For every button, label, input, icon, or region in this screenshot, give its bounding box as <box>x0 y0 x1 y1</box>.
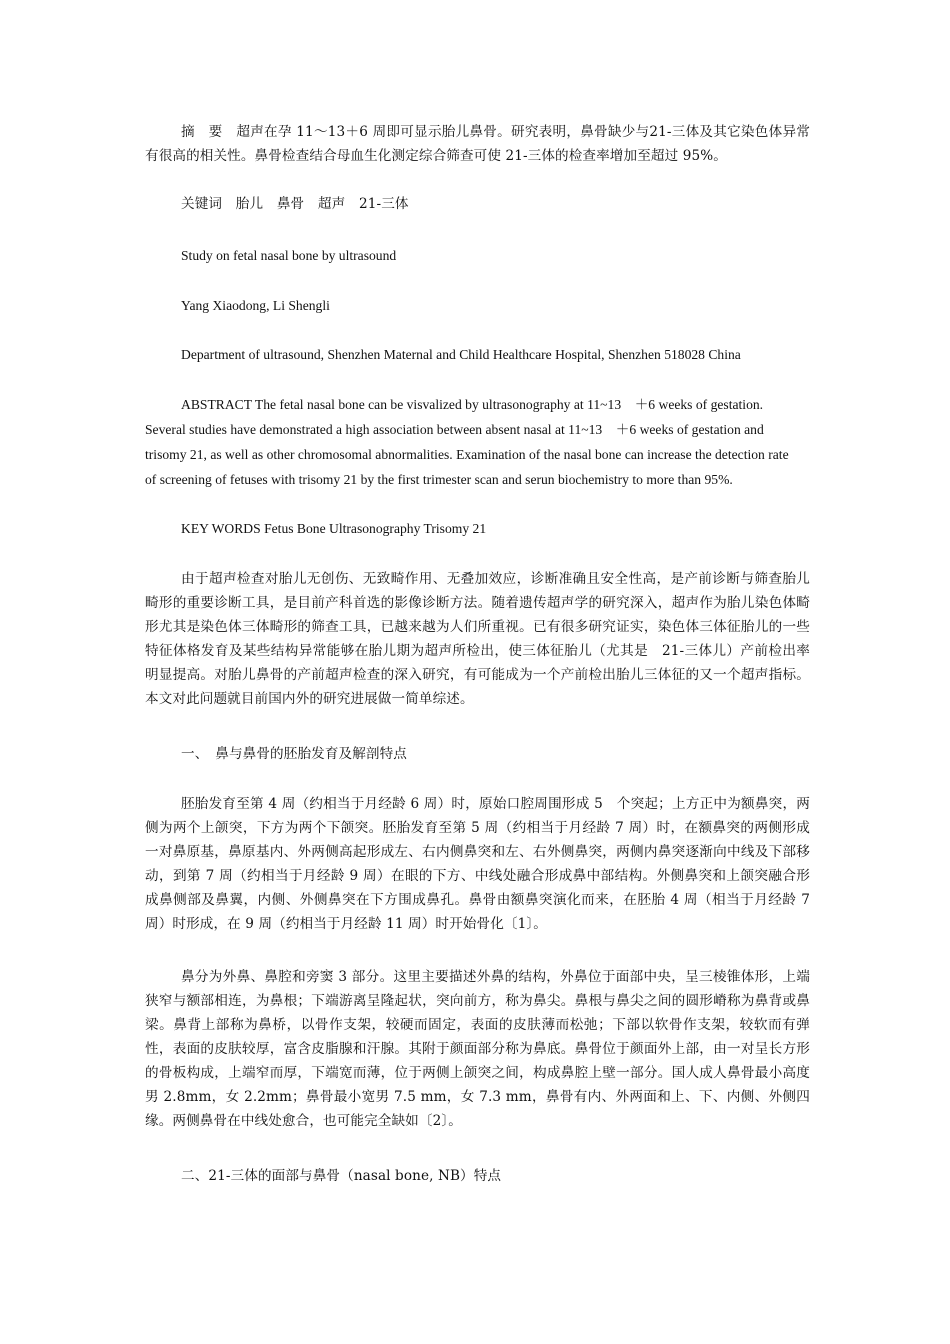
abstract-en: ABSTRACT The fetal nasal bone can be visvalized by ultrasonography at 11~13 ＋6 weeks of gestation. Several studies have demonstrated a high association between absent nasal at 11~13 ＋6 weeks of gestation and trisomy 21, as well as other chromosomal abnormalities. Examination of the nasal bone can increase the detection rate of screening of fetuses with trisomy 21 by the first trimester scan and serun biochemistry to more than 95%. <box>145 397 789 487</box>
section1-heading: 一、 鼻与鼻骨的胚胎发育及解剖特点 <box>181 746 407 762</box>
english-authors: Yang Xiaodong, Li Shengli <box>181 298 330 313</box>
english-affiliation: Department of ultrasound, Shenzhen Maternal and Child Healthcare Hospital, Shenzhen 518028 China <box>181 347 741 362</box>
section1-paragraph2: 鼻分为外鼻、鼻腔和旁窦 3 部分。这里主要描述外鼻的结构，外鼻位于面部中央，呈三棱锥体形，上端狭窄与额部相连，为鼻根；下端游离呈隆起状，突向前方，称为鼻尖。鼻根与鼻尖之间的圆形嵴称为鼻背或鼻梁。鼻背上部称为鼻桥，以骨作支架，较硬而固定，表面的皮肤薄而松弛；下部以软骨作支架，较软而有弹性，表面的皮肤较厚，富含皮脂腺和汗腺。其附于颜面部分称为鼻底。鼻骨位于颜面外上部，由一对呈长方形的骨板构成，上端窄而厚，下端宽而薄，位于两侧上颌突之间，构成鼻腔上壁一部分。国人成人鼻骨最小高度男 2.8mm，女 2.2mm；鼻骨最小宽男 7.5 mm，女 7.3 mm，鼻骨有内、外两面和上、下、内侧、外侧四缘。两侧鼻骨在中线处愈合，也可能完全缺如〔2〕。 <box>145 969 810 1129</box>
section2-heading: 二、21-三体的面部与鼻骨（nasal bone, NB）特点 <box>181 1168 502 1184</box>
intro-paragraph: 由于超声检查对胎儿无创伤、无致畸作用、无叠加效应，诊断准确且安全性高，是产前诊断与筛查胎儿畸形的重要诊断工具，是目前产科首选的影像诊断方法。随着遗传超声学的研究深入，超声作为胎儿染色体畸形尤其是染色体三体畸形的筛查工具，已越来越为人们所重视。已有很多研究证实，染色体三体征胎儿的一些特征体格发育及某些结构异常能够在胎儿期为超声所检出，使三体征胎儿（尤其是 21-三体儿）产前检出率明显提高。对胎儿鼻骨的产前超声检查的深入研究，有可能成为一个产前检出胎儿三体征的又一个超声指标。本文对此问题就目前国内外的研究进展做一简单综述。 <box>145 571 810 707</box>
keywords-en: KEY WORDS Fetus Bone Ultrasonography Trisomy 21 <box>181 521 487 536</box>
english-title: Study on fetal nasal bone by ultrasound <box>181 248 397 263</box>
abstract-cn: 摘 要 超声在孕 11～13＋6 周即可显示胎儿鼻骨。研究表明，鼻骨缺少与21-三体及其它染色体异常有很高的相关性。鼻骨检查结合母血生化测定综合筛查可使 21-三体的检查率增加至超过 95%。 <box>145 124 810 164</box>
keywords-cn: 关键词 胎儿 鼻骨 超声 21-三体 <box>181 196 409 212</box>
section1-paragraph1: 胚胎发育至第 4 周（约相当于月经龄 6 周）时，原始口腔周围形成 5 个突起；上方正中为额鼻突，两侧为两个上颌突，下方为两个下颌突。胚胎发育至第 5 周（约相当于月经龄 7 周）时，在额鼻突的两侧形成一对鼻原基，鼻原基内、外两侧高起形成左、右内侧鼻突和左、右外侧鼻突，两侧内鼻突逐渐向中线及下部移动，到第 7 周（约相当于月经龄 9 周）在眼的下方、中线处融合形成鼻中部结构。外侧鼻突和上颌突融合形成鼻侧部及鼻翼，内侧、外侧鼻突在下方围成鼻孔。鼻骨由额鼻突演化而来，在胚胎 4 周（相当于月经龄 7 周）时形成，在 9 周（约相当于月经龄 11 周）时开始骨化〔1〕。 <box>145 796 810 932</box>
